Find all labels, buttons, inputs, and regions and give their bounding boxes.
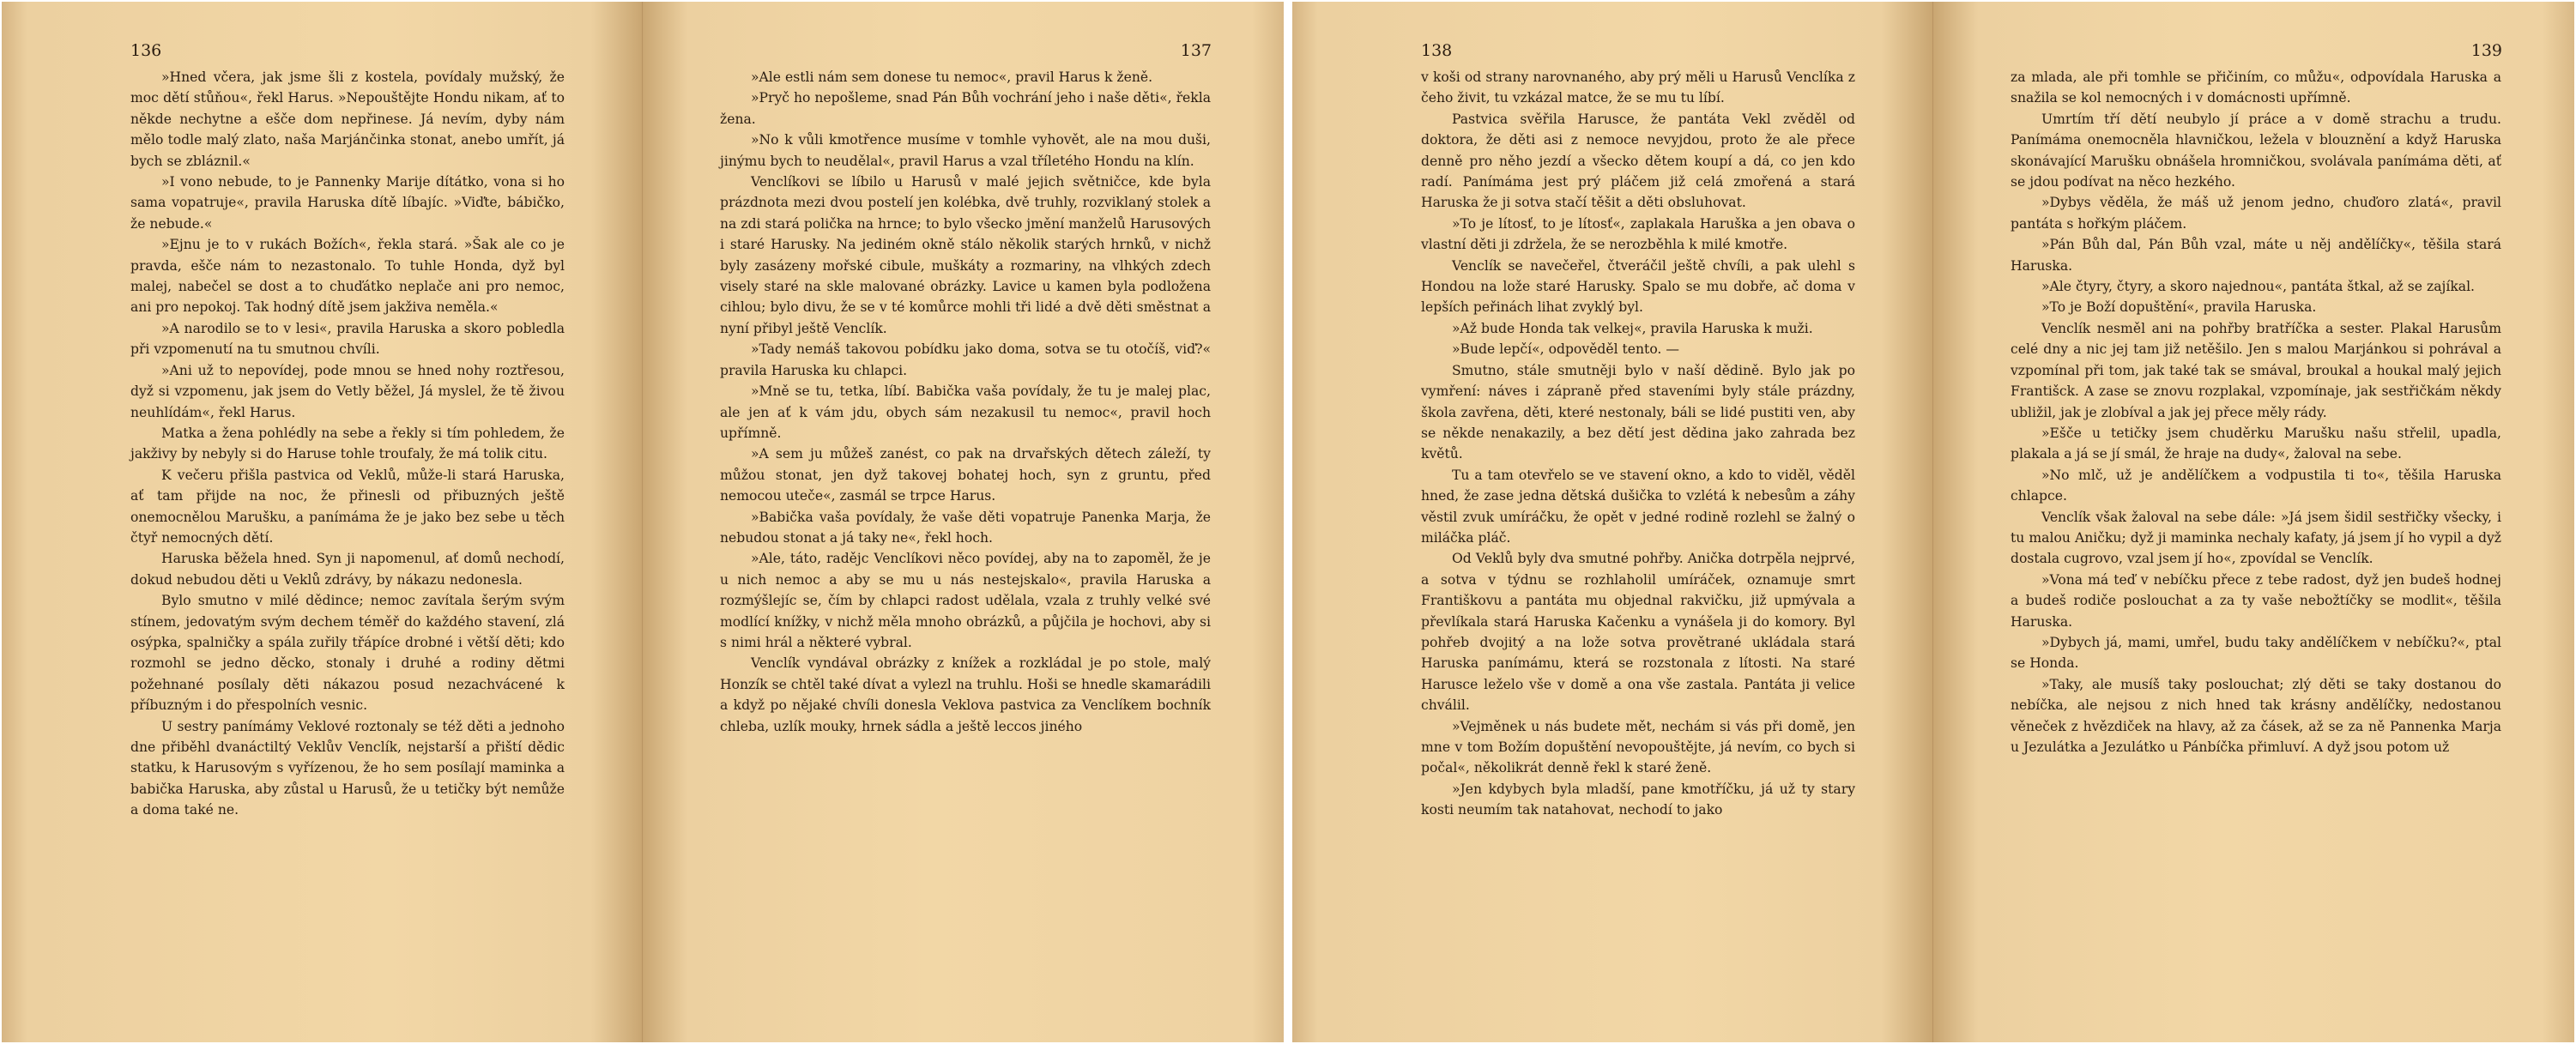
page-text xyxy=(1421,67,1855,821)
book-spread-2 xyxy=(1292,2,2574,1042)
paragraph: »Babička vaša povídaly, že vaše děti vopatruje Panenka Marja, že nebudou stonat a já taky ne«, řekl hoch. xyxy=(720,509,1211,546)
paragraph: K večeru přišla pastvica od Veklů, může-li stará Haruska, ať tam přijde na noc, že přinesli od přibuzných ještě onemocnělou Marušku, a panímáma že je jako bez sebe u těch čtyř nemocných dětí. xyxy=(130,467,565,546)
paragraph: Venclík však žaloval na sebe dále: »Já jsem šidil sestřičky všecky, i tu malou Aničku; dyž ji maminka nechaly kafaty, já jsem jí ho vypil a dyž dostala cugrovo, vzal jsem jí ho«, zpovídal se Venclík. xyxy=(2011,509,2501,567)
page-number: 139 xyxy=(2470,41,2502,60)
paragraph: Od Veklů byly dva smutné pohřby. Anička dotrpěla nejprvé, a sotva v týdnu se rozhlaholil umíráček, oznamuje smrt Františkovu a pantáta mu objednal rakvičku, již upmývala a převlíkala stará Haruska Kačenku a vynášela ji do komory. Byl pohřeb dvojitý a na lože sotva provětrané ukládala stará Haruska panímámu, která se rozstonala z lítosti. Na staré Harusce leželo vše v domě a ona vše zastala. Pantáta ji velice chválil. xyxy=(1421,551,1855,714)
paragraph: Venclíkovi se líbilo u Harusů v malé jejich světničce, kde byla prázdnota mezi dvou postelí jen kolébka, dvě truhly, rozviklaný stolek a na zdi stará polička na hrnce; to bylo všecko jmění manželů Harusových i staré Harusky. Na jediném okně stálo několik starých hrnků, v nichž byly zasázeny mořské cibule, muškáty a rozmariny, na vlhkých zdech visely staré na skle malované obrázky. Lavice u kamen byla podložena cihlou; bylo divu, že se v té komůrce mohli tři lidé a dvě děti směstnat a nyní přibyl ještě Venclík. xyxy=(720,174,1211,336)
paragraph: »Dybych já, mami, umřel, budu taky andělíčkem v nebíčku?«, ptal se Honda. xyxy=(2011,634,2501,672)
book-page xyxy=(2,2,643,1042)
paragraph: »Ale, táto, radějc Venclíkovi něco povídej, aby na to zapoměl, že je u nich nemoc a aby se mu u nás nestejskalo«, pravila Haruska a rozmýšlejíc se, čím by chlapci radost udělala, vzala z truhly velké své modlící knížky, v nichž měla mnoho obrázků, a půjčila je hochovi, aby si s nimi hrál a některé vybral. xyxy=(720,551,1211,650)
paragraph: »Až bude Honda tak velkej«, pravila Haruska k muži. xyxy=(1452,320,1813,336)
paragraph: »I vono nebude, to je Pannenky Marije dítátko, vona si ho sama vopatruje«, pravila Haruska dítě líbajíc. »Viďte, bábičko, že nebude.« xyxy=(130,174,565,232)
paragraph: »Ale čtyry, čtyry, a skoro najednou«, pantáta štkal, až se zajíkal. xyxy=(2041,279,2476,295)
paragraph: »To je lítosť, to je lítosť«, zaplakala Haruška a jen obava o vlastní děti ji zdržela, že se nerozběhla k milé kmotře. xyxy=(1421,215,1855,253)
paragraph: za mlada, ale při tomhle se přičiním, co můžu«, odpovídala Haruska a snažila se kol nemocných i v domácnosti upřímně. xyxy=(2011,69,2501,106)
paragraph: Venclík vyndával obrázky z knížek a rozkládal je po stole, malý Honzík se chtěl také dívat a vylezl na truhlu. Hoši se hnedle skamarádili a když po nějaké chvíli donesla Veklova pastvica za Venclíkem bochník chleba, uzlík mouky, hrnek sádla a ještě leccos jiného xyxy=(720,655,1211,734)
paragraph: »Ešče u tetičky jsem chuděrku Marušku našu střelil, upadla, plakala a já se jí smál, že hraje na dudy«, žaloval na sebe. xyxy=(2011,425,2501,462)
paragraph: »Mně se tu, tetka, líbí. Babička vaša povídaly, že tu je malej plac, ale jen ať k vám jdu, obych sám nezakusil tu nemoc«, pravil hoch upřímně. xyxy=(720,383,1211,441)
paragraph: Umrtím tří dětí neubylo jí práce a v domě strachu a trudu. Panímáma onemocněla hlavničkou, ležela v blouznění a když Haruska skonávající Marušku obnášela hromničkou, svolávala panímáma děti, ať se jdou podívat na něco hezkého. xyxy=(2011,111,2501,190)
paragraph: »Ale estli nám sem donese tu nemoc«, pravil Harus k ženě. xyxy=(751,69,1153,85)
page-number: 136 xyxy=(130,41,162,60)
page-number: 138 xyxy=(1421,41,1453,60)
paragraph: »A narodilo se to v lesi«, pravila Haruska a skoro pobledla při vzpomenutí na tu smutnou chvíli. xyxy=(130,320,565,358)
paragraph: Bylo smutno v milé dědince; nemoc zavítala šerým svým stínem, jedovatým svým dechem téměř do každého stavení, zlá osýpka, spalničky a spála zuřily třápíce drobné i větší děti; kdo rozmohl se jedno děcko, stonaly i druhé a rodiny dětmi požehnané posílaly děti nákazou posud nezachvácené k příbuzným i do přespolních vesnic. xyxy=(130,593,565,714)
paragraph: »No mlč, už je andělíčkem a vodpustila ti to«, těšila Haruska chlapce. xyxy=(2011,467,2501,504)
page-number: 137 xyxy=(1180,41,1212,60)
paragraph: Matka a žena pohlédly na sebe a řekly si tím pohledem, že jakživy by nebyly si do Haruse tohle troufaly, že má tolik citu. xyxy=(130,425,565,462)
paragraph: »Vona má teď v nebíčku přece z tebe radost, dyž jen budeš hodnej a budeš rodiče poslouchat a za ty vaše nebožtíčky se modlit«, těšila Haruska. xyxy=(2011,571,2501,630)
paragraph: »Hned včera, jak jsme šli z kostela, povídaly mužský, že moc dětí stůňou«, řekl Harus. »Nepouštějte Hondu nikam, ať to někde nechytne a ešče dom nepřinese. Já nevím, dyby nám mělo todle malý zlato, naša Marjánčinka stonat, anebo umřít, já bych se zbláznil.« xyxy=(130,69,565,169)
page-text xyxy=(130,67,565,821)
paragraph: »Pán Bůh dal, Pán Bůh vzal, máte u něj andělíčky«, těšila stará Haruska. xyxy=(2011,237,2501,274)
paragraph: Pastvica svěřila Harusce, že pantáta Vekl zvěděl od doktora, že děti asi z nemoce nevyjdou, proto že ale přece denně pro něho jezdí a všecko dětem koupí a dá, co jen kdo radí. Panímáma jest prý pláčem již celá zmořená a stará Haruska že ji sotva stačí těšit a děti obsluhovat. xyxy=(1421,111,1855,211)
paragraph: »Tady nemáš takovou pobídku jako doma, sotva se tu otočíš, viď?« pravila Haruska ku chlapci. xyxy=(720,341,1211,378)
paragraph: »Pryč ho nepošleme, snad Pán Bůh vochrání jeho i naše děti«, řekla žena. xyxy=(720,90,1212,127)
book-page xyxy=(643,2,1284,1042)
paragraph: »Dybys věděla, že máš už jenom jedno, chuďoro zlatá«, pravil pantáta s hořkým pláčem. xyxy=(2011,195,2501,232)
paragraph: »Vejměnek u nás budete mět, nechám si vás při domě, jen mne v tom Božím dopuštění nevopouštějte, já nevím, co bych si počal«, několikrát denně řekl k staré ženě. xyxy=(1421,718,1855,776)
paragraph: Tu a tam otevřelo se ve stavení okno, a kdo to viděl, věděl hned, že zase jedna dětská dušička to vzlétá k nebesům a záhy věstil zvuk umíráčku, že opět v jedné rodině rozlehl se žalný o miláčka pláč. xyxy=(1421,467,1855,546)
paragraph: »Bude lepčí«, odpověděl tento. — xyxy=(1452,341,1679,358)
book-page xyxy=(1933,2,2574,1042)
book-page xyxy=(1292,2,1933,1042)
paragraph: »Taky, ale musíš taky poslouchat; zlý děti se taky dostanou do nebíčka, ale nejsou z nich hned tak krásny andělíčky, nedostanou věneček z hvězdiček na hlavy, až za čásek, až se za ně Pannenka Marja u Jezulátka a Jezulátko u Pánbíčka přimluví. A dyž jsou potom už xyxy=(2011,676,2501,755)
paragraph: »Ejnu je to v rukách Božích«, řekla stará. »Šak ale co je pravda, ešče nám to nezastonalo. To tuhle Honda, dyž byl malej, nabečel se dost a to chuďátko neplače ani pro nemoc, ani pro nepokoj. Tak hodný dítě jsem jakživa neměla.« xyxy=(130,237,565,316)
paragraph: Haruska běžela hned. Syn ji napomenul, ať domů nechodí, dokud nebudou děti u Veklů zdrávy, by nákazu nedonesla. xyxy=(130,551,565,588)
page-text xyxy=(2011,67,2501,757)
page-text xyxy=(720,67,1211,737)
paragraph: »Ani už to nepovídej, pode mnou se hned nohy roztřesou, dyž si vzpomenu, jak jsem do Vetly běžel, Já myslel, že tě živou neuhlídám«, řekl Harus. xyxy=(130,362,565,420)
paragraph: U sestry panímámy Veklové roztonaly se též děti a jednoho dne přiběhl dvanáctiltý Veklův Venclík, nejstarší a přiští dědic statku, k Harusovým s vyřízenou, že ho sem posílají maminka a babička Haruska, aby zůstal u Harusů, že u tetičky být nemůže a doma také ne. xyxy=(130,718,565,818)
paragraph: Smutno, stále smutněji bylo v naší dědině. Bylo jak po vymření: náves i zápraně před staveními byly stále prázdny, škola zavřena, děti, které nestonaly, báli se lidé pustiti ven, aby se někde nenakazily, a bez dětí jest dědina jako zahrada bez květů. xyxy=(1421,362,1855,462)
paragraph: »Jen kdybych byla mladší, pane kmotříčku, já už ty stary kosti neumím tak natahovat, nechodí to jako xyxy=(1421,781,1855,818)
paragraph: »A sem ju můžeš zanést, co pak na drvařských dětech záleží, ty můžou stonat, jen dyž takovej bohatej hoch, syn z gruntu, před nemocou uteče«, zasmál se trpce Harus. xyxy=(720,446,1211,504)
book-spread-1 xyxy=(2,2,1284,1042)
paragraph: Venclík nesměl ani na pohřby bratříčka a sester. Plakal Harusům celé dny a nic jej tam již netěšilo. Jen s malou Marjánkou si pohrával a vzpomínal při tom, jak také tak se smával, broukal a houkal malý jejich Františck. A zase se znovu rozplakal, vzpomínaje, jak sestřičkám někdy ubližil, jak je zlobíval a jak jej přece měly rády. xyxy=(2011,320,2501,420)
paragraph: »To je Boží dopuštění«, pravila Haruska. xyxy=(2041,299,2317,316)
paragraph: v koši od strany narovnaného, aby prý měli u Harusů Venclíka z čeho živit, tu vzkázal matce, že se mu tu líbí. xyxy=(1421,69,1855,106)
paragraph: »No k vůli kmotřence musíme v tomhle vyhovět, ale na mou duši, jinýmu bych to neudělal«, pravil Harus a vzal tříletého Hondu na klín. xyxy=(720,132,1211,169)
paragraph: Venclík se navečeřel, čtveráčil ještě chvíli, a pak ulehl s Hondou na lože staré Harusky. Spalo se mu dobře, ač doma v lepších peřinách lihat zvyklý byl. xyxy=(1421,257,1855,316)
